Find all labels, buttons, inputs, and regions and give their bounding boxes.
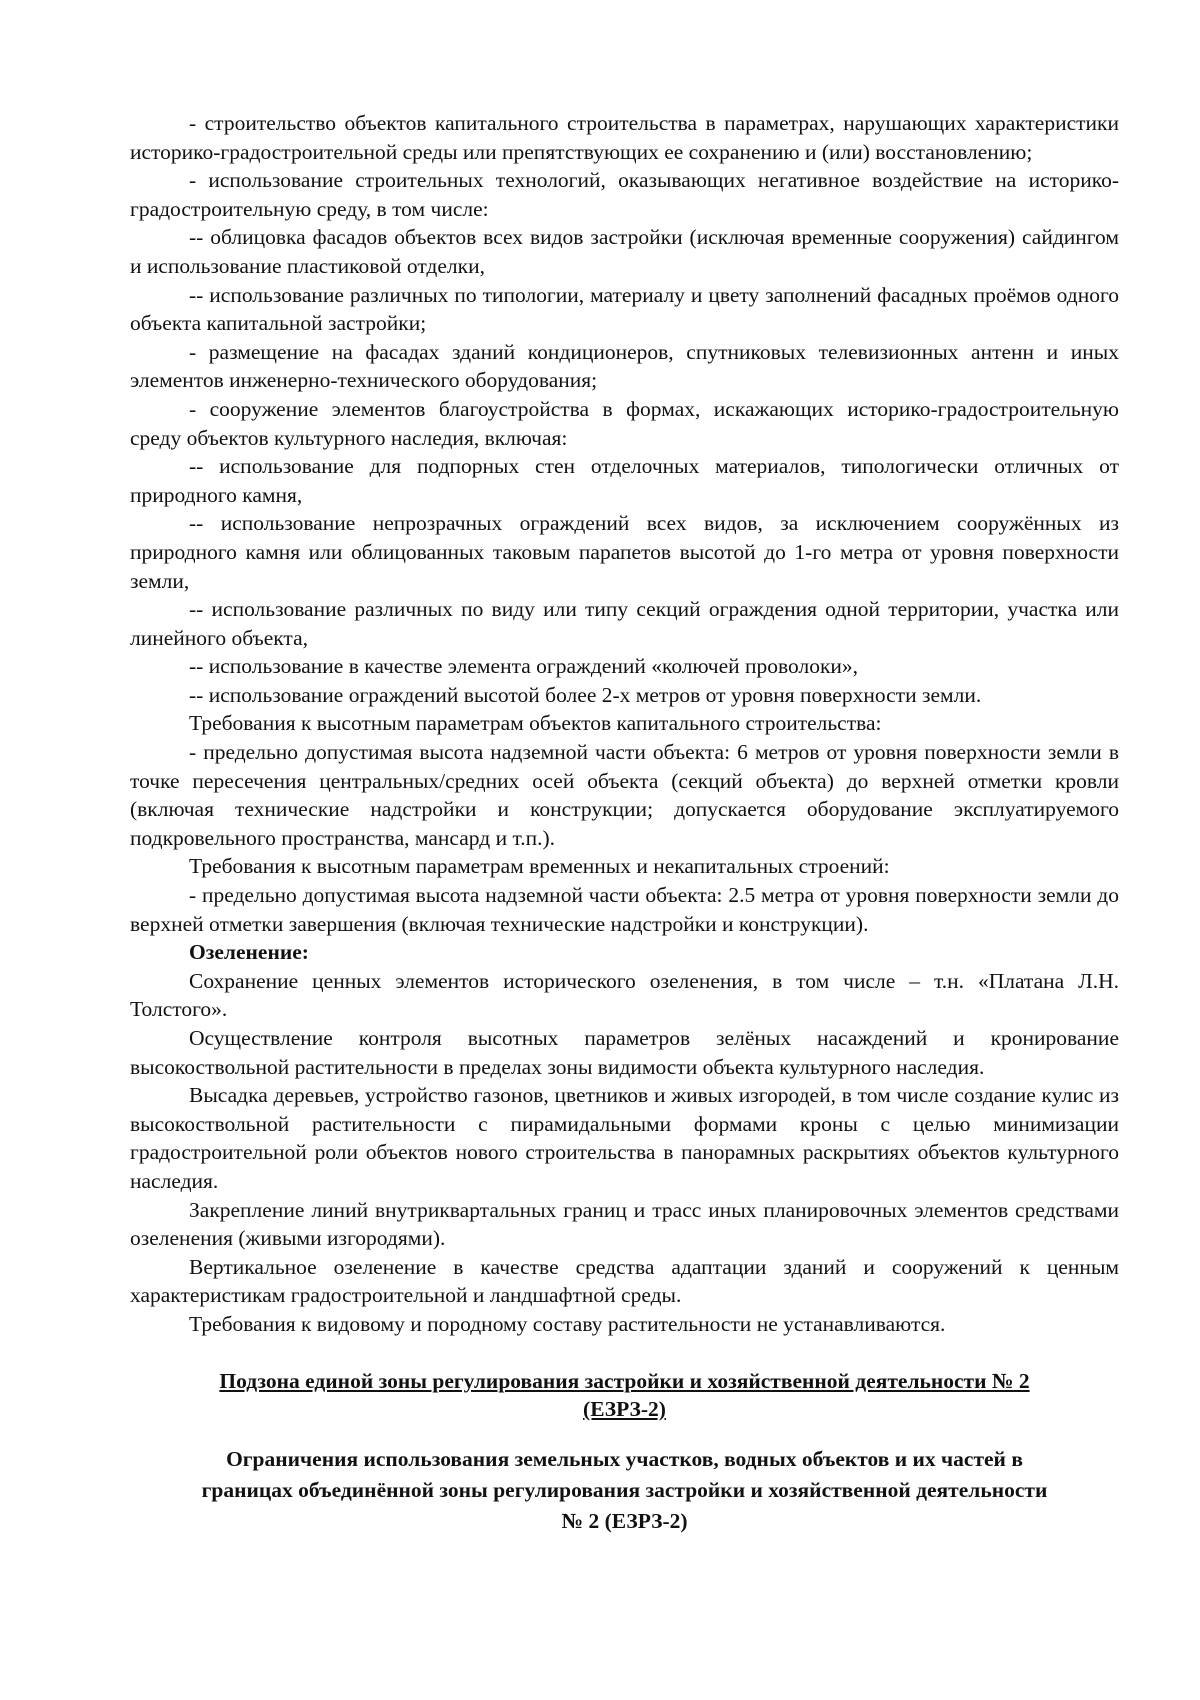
greening-paragraph: Требования к видовому и породному составу растительности не устанавливаются. — [189, 1311, 946, 1336]
greening-heading: Озеленение: — [189, 940, 309, 965]
paragraph: -- использование для подпорных стен отделочных материалов, типологически отличных от природного камня, — [130, 454, 1119, 507]
paragraph: -- использование ограждений высотой более 2-х метров от уровня поверхности земли. — [189, 682, 982, 707]
paragraph: -- использование в качестве элемента ограждений «колючей проволоки», — [189, 654, 859, 679]
section-gap — [130, 1339, 1119, 1367]
paragraph: - предельно допустимая высота надземной части объекта: 6 метров от уровня поверхности земли в точке пересечения центральных/средних осей объекта (секций объекта) до верхней отметки кровли (включая технические надстройки и конструкции; допускается оборудование эксплуатируемого подкровельного пространства, мансард и т.п.). — [130, 740, 1119, 850]
paragraph: -- использование различных по виду или типу секций ограждения одной территории, участка или линейного объекта, — [130, 597, 1119, 650]
subzone-title-line1: Подзона единой зоны регулирования застройки и хозяйственной деятельности № 2 — [219, 1368, 1030, 1393]
paragraph: - использование строительных технологий, оказывающих негативное воздействие на историко-градостроительную среду, в том числе: — [130, 168, 1119, 221]
restrictions-title-line2: границах объединённой зоны регулирования застройки и хозяйственной деятельности — [201, 1477, 1048, 1502]
paragraph: - сооружение элементов благоустройства в формах, искажающих историко-градостроительную среду объектов культурного наследия, включая: — [130, 396, 1119, 450]
greening-paragraph: Закрепление линий внутриквартальных границ и трасс иных планировочных элементов средствами озеленения (живыми изгородями). — [130, 1197, 1119, 1251]
subzone-title-line2: (ЕЗРЗ-2) — [583, 1397, 666, 1422]
paragraph: -- облицовка фасадов объектов всех видов застройки (исключая временные сооружения) сайдингом и использование пластиковой отделки, — [130, 225, 1119, 278]
greening-paragraph: Сохранение ценных элементов исторического озеленения, в том числе – т.н. «Платана Л.Н. Толстого». — [130, 968, 1119, 1022]
paragraph: - размещение на фасадах зданий кондиционеров, спутниковых телевизионных антенн и иных элементов инженерно-технического оборудования; — [130, 339, 1119, 393]
greening-paragraph: Высадка деревьев, устройство газонов, цветников и живых изгородей, в том числе создание кулис из высокоствольной растительности с пирамидальными формами кроны с целью минимизации градостроительной роли объектов нового строительства в панорамных раскрытиях объектов культурного наследия. — [130, 1083, 1119, 1193]
paragraph: Требования к высотным параметрам объектов капитального строительства: — [189, 711, 882, 736]
greening-paragraph: Вертикальное озеленение в качестве средства адаптации зданий и сооружений к ценным характеристикам градостроительной и ландшафтной среды. — [130, 1254, 1119, 1308]
paragraph: -- использование непрозрачных ограждений всех видов, за исключением сооружённых из природного камня или облицованных таковым парапетов высотой до 1-го метра от уровня поверхности земли, — [130, 511, 1119, 593]
paragraph: Требования к высотным параметрам временных и некапитальных строений: — [189, 854, 890, 879]
restrictions-title-line1: Ограничения использования земельных участков, водных объектов и их частей в — [226, 1446, 1023, 1471]
restrictions-title-line3: № 2 (ЕЗРЗ-2) — [561, 1508, 688, 1533]
paragraph: - строительство объектов капитального строительства в параметрах, нарушающих характеристики историко-градостроительной среды или препятствующих ее сохранению и (или) восстановлению; — [130, 111, 1119, 164]
greening-paragraph: Осуществление контроля высотных параметров зелёных насаждений и кронирование высокоствольной растительности в пределах зоны видимости объекта культурного наследия. — [130, 1026, 1119, 1079]
section-gap — [130, 1424, 1119, 1444]
paragraph: - предельно допустимая высота надземной части объекта: 2.5 метра от уровня поверхности земли до верхней отметки завершения (включая технические надстройки и конструкции). — [130, 883, 1119, 936]
paragraph: -- использование различных по типологии, материалу и цвету заполнений фасадных проёмов одного объекта капитальной застройки; — [130, 282, 1119, 336]
